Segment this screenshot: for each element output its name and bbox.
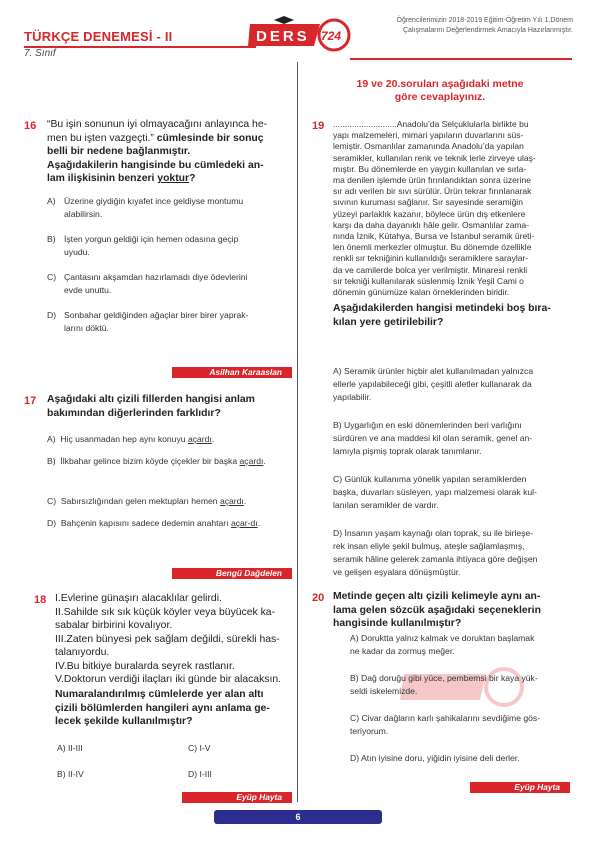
author-tag-20: Eyüp Hayta (470, 782, 570, 793)
header-rule-right (350, 58, 572, 60)
question-19-stem: Aşağıdakilerden hangisi metindeki boş bıra- kılan yere getirilebilir? (333, 303, 551, 328)
logo-text: DERS (256, 28, 310, 45)
option-d[interactable]: D) Atın iyisine doru, yiğidin iyisine deli derler. (350, 753, 520, 763)
question-16-stem: “Bu işin sonunun iyi olmayacağını anlayınca he- men bu işten vazgeçti.” cümlesinde bir sonuç belli bir nedene bağlanmıştır. Aşağıdakilerin hangisinde bu cümledeki an- lam ilişkisinin benzeri yoktur? (47, 119, 268, 184)
option-c[interactable]: C) Civar dağların karlı şahikalarını sevdiğime gös- teriyorum. (350, 713, 541, 736)
question-17-stem: Aşağıdaki altı çizili fillerden hangisi anlam bakımından diğerlerinden farklıdır? (47, 394, 255, 419)
option-c[interactable]: C) Günlük kullanıma yönelik yapılan seramiklerden başka, duvarları süsleyen, yapı malzemesi olarak kul- lanılan seramikler de vardır. (333, 474, 537, 510)
option-d[interactable]: D) İnsanın yaşam kaynağı olan toprak, su ile birleşe- rek insan eliyle şekil bulmuş, ateşle sağlamlaşmış, seramik hâline gelerek zamanla ihtiyaca göre değişen ve gelişen eşyalara dönüşmüştür. (333, 528, 538, 577)
option-c[interactable]: C) Sabırsızlığından gelen mektupları hemen açardı. (47, 496, 247, 506)
ders724-logo (248, 14, 354, 52)
option-d[interactable]: D) Bahçenin kapısını sadece dedemin anahtarı açar-dı. (47, 518, 261, 528)
option-a[interactable]: A) Hiç usanmadan hep aynı konuyu açardı. (47, 434, 215, 444)
author-tag-18: Eyüp Hayta (182, 792, 292, 803)
grade-label: 7. Sınıf (24, 48, 56, 59)
question-20-options (350, 632, 570, 772)
author-tag-17: Bengü Dağdelen (172, 568, 292, 579)
question-18-stem: Numaralandırılmış cümlelerde yer alan altı çizili bölümlerden hangileri aynı anlama ge- lecek şekilde kullanılmıştır? (55, 689, 270, 727)
section-heading: 19 ve 20.soruları aşağıdaki metne göre cevaplayınız. (356, 78, 524, 103)
question-18-sentences: I.Evlerine günaşırı alacaklılar gelirdi. II.Sahilde sık sık küçük köyler veya büyücek ka- sabalar birbirini kovalıyor. III.Zaten bünyesi pek sağlam değildi, sürekli has- talanıyordu. IV.Bu bitkiye buralarda seyrek rastlanır. V.Doktorun verdiği ilaçları iki günde bir alacaksın. (55, 593, 282, 685)
option-c[interactable]: C) I-V (188, 743, 211, 753)
option-b[interactable]: B) Uygarlığın en eski dönemlerinden beri varlığını sürdüren ve ana maddesi kil olan seramik, genel an- lamıyla pişmiş toprak olarak tanımlanır. (333, 420, 533, 456)
page-number: 6 (295, 812, 301, 822)
question-16-options (47, 195, 291, 347)
option-d[interactable]: D) Sonbahar geldiğinden ağaçlar birer birer yaprak- larını döktü. (47, 310, 249, 333)
option-b[interactable]: B) İşten yorgun geldiği için hemen odasına geçip uyudu. (47, 234, 239, 257)
option-c[interactable]: C) Çantasını akşamdan hazırlamadı diye ödevlerini evde unuttu. (47, 272, 248, 295)
question-19-passage: ...........................Anadolu’da Selçuklularla birlikte bu yapı malzemeleri, mimari yapıların duvarlarını süs- lemiştir. Osmanlılar zamanında Anadolu’da yapılan seramikler, kullanılan renk ve teknik lerle zirveye ulaş- mıştır. Bu dönemlerde en yaygın kullanılan ve sırla- ma denilen işlemde ürün fırınlandıktan sonra üzerine sır adı verilen bir sıvı sürülür. Ürün tekrar fırınlanarak sıvının kuruması sağlanır. Sır sayesinde seramiğin yüzeyi parlaklık kazanır, böylece ürün dış etkenlere karşı da daha dayanıklı hâle gelir. Osmanlılar zama- nında İznik, Kütahya, Bursa ve İstanbul seramik üreti- len önemli merkezler olmuştur. Bu dönemde özellikle renkli sır tekniğinin kullanıldığı seramiklere saraylar- da ve camilerde bolca yer verilmiştir. Minaresi renkli sır tekniği kullanılarak süslenmiş İznik Yeşil Cami o dönemin günümüze kalan örneklerinden biridir. (333, 119, 536, 298)
option-b[interactable]: B) II-IV (57, 769, 84, 779)
option-d[interactable]: D) I-III (188, 769, 212, 779)
option-b[interactable]: B) İlkbahar gelince bizim köyde çiçekler bir başka açardı. (47, 456, 266, 466)
question-17-number: 17 (24, 395, 37, 407)
option-b[interactable]: B) Dağ doruğu gibi yüce, pembemsi bir kaya yük- seldi iskelemizde. (350, 673, 538, 696)
question-16-number: 16 (24, 120, 37, 132)
question-18-number: 18 (34, 594, 47, 606)
author-tag-16: Asilhan Karaaslan (172, 367, 292, 378)
question-19-number: 19 (312, 120, 325, 132)
question-20-number: 20 (312, 592, 325, 604)
option-a[interactable]: A) Seramik ürünler hiçbir alet kullanılmadan yalnızca ellerle yapılabileceği gibi, çeşitli aletler kullanarak da yapılabilir. (333, 366, 534, 402)
header-subtitle: Öğrencilerimizin 2018-2019 Eğitim-Öğretim Yılı 1.Dönem Çalışmalarını Değerlendirmek Amacıyla Hazırlanmıştır. (396, 17, 573, 34)
header-rule (24, 46, 256, 48)
question-17-options (47, 433, 289, 547)
option-a[interactable]: A) II-III (57, 743, 83, 753)
question-20-stem: Metinde geçen altı çizili kelimeyle aynı an- lama gelen sözcük aşağıdaki seçeneklerin hangisinde kullanılmıştır? (333, 591, 541, 629)
exam-title: TÜRKÇE DENEMESİ - II (24, 29, 173, 44)
option-a[interactable]: A) Doruktta yalnız kalmak ve doruktan başlamak ne kadar da zormuş meğer. (350, 633, 535, 656)
column-divider (297, 62, 298, 802)
logo-number: 724 (321, 29, 342, 43)
question-19-options (333, 365, 568, 587)
option-a[interactable]: A) Üzerine giydiğin kıyafet ince geldiyse montumu alabilirsin. (47, 196, 244, 219)
